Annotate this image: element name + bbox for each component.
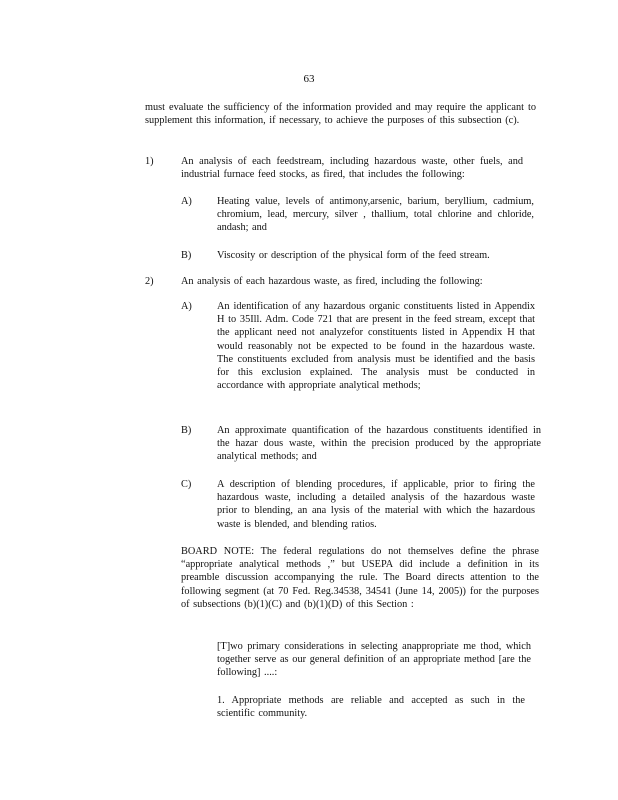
quote-item-1: 1. Appropriate methods are reliable and accepted as such in the scientific community. [217,695,525,720]
quote-intro: [T]wo primary considerations in selecting anappropriate me thod, which together serve as our general definition of an appropriate method [are the following] ....: [217,641,531,679]
intro-paragraph: must evaluate the sufficiency of the information provided and may require the applicant to supplement this information, if necessary, to achieve the purposes of this subsection (c). [145,102,536,127]
item-1b-text: Viscosity or description of the physical form of the feed stream. [217,250,490,261]
item-1-text: An analysis of each feedstream, including hazardous waste, other fuels, and industrial furnace feed stocks, as fired, that includes the following: [181,156,523,181]
item-1a-label: A) [181,196,192,207]
item-2a-text: An identification of any hazardous organic constituents listed in Appendix H to 35Ill. Adm. Code 721 that are present in the feed stream, except that the applicant need not analyzefor constituents listed in Appendix H that would reasonably not be expected to be found in the hazardous waste. The constituents excluded from analysis must be identified and the basis for this exclusion explained. The analysis must be conducted in accordance with appropriate analytical methods; [217,301,535,392]
item-2b-text: An approximate quantification of the hazardous constituents identified in the hazar dous waste, within the precision produced by the appropriate analytical methods; and [217,425,541,463]
item-2c-text: A description of blending procedures, if applicable, prior to firing the hazardous waste, including a detailed analysis of the hazardous waste prior to blending, an ana lysis of the material with which the hazardous waste is blended, and blending ratios. [217,479,535,530]
item-1-number: 1) [145,156,154,167]
page-number: 63 [303,73,315,85]
item-2-number: 2) [145,276,154,287]
board-note: BOARD NOTE: The federal regulations do not themselves define the phrase “appropriate analytical methods ,” but USEPA did include a definition in its preamble discussion accompanying the rule. The Board directs attention to the following segment (at 70 Fed. Reg.34538, 34541 (June 14, 2005)) for the purposes of subsections (b)(1)(C) and (b)(1)(D) of this Section : [181,546,539,610]
item-2c-label: C) [181,479,192,490]
item-2b-label: B) [181,425,192,436]
item-2-text: An analysis of each hazardous waste, as fired, including the following: [181,276,483,287]
item-2a-label: A) [181,301,192,312]
item-1a-text: Heating value, levels of antimony,arsenic, barium, beryllium, cadmium, chromium, lead, mercury, silver , thallium, total chlorine and chloride, andash; and [217,196,534,234]
item-1b-label: B) [181,250,192,261]
